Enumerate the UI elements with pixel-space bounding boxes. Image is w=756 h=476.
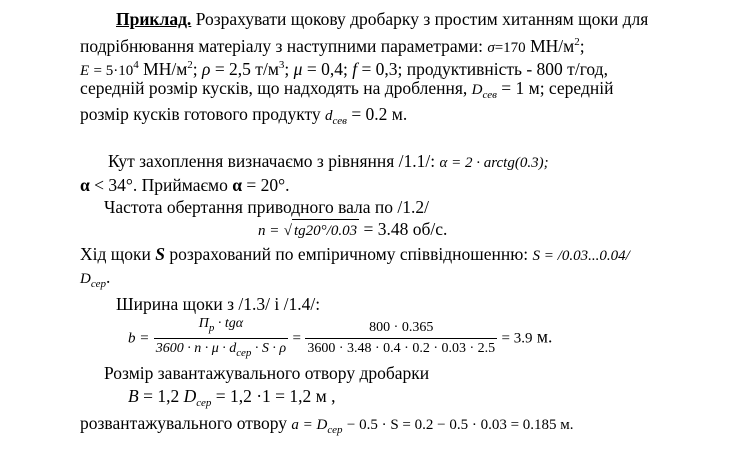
width-fraction-1 [154, 315, 288, 362]
width-fraction-1-numerator [154, 315, 288, 339]
E-unit: МН/м [143, 59, 188, 79]
loading-B-symbol: B [128, 386, 139, 406]
loading-D-subscript: сер [196, 397, 212, 409]
output-d-value: = 0.2 м. [351, 104, 408, 124]
stroke-D-symbol: D [80, 271, 91, 287]
loading-D-symbol: D [183, 386, 197, 406]
rho-value: = 2,5 т/м [214, 59, 279, 79]
example-intro-1: Розрахувати щокову дробарку з простим хитанням щоки для [195, 9, 649, 29]
denominator-1-rest: · S · ρ [254, 341, 287, 356]
E-semicolon: ; [192, 59, 198, 79]
width-fraction-2-numerator: 800 · 0.365 [305, 319, 497, 339]
mu-value: = 0,4; [306, 59, 348, 79]
speed-radicand: tg20°/0.03 [292, 219, 359, 242]
loading-B-eq: = 1,2 [143, 386, 180, 406]
unloading-a-subscript: сер [327, 424, 343, 436]
sigma-unit: МН/м [530, 36, 575, 56]
stroke-S-symbol: S [155, 244, 165, 264]
feed-D-symbol: D [471, 82, 483, 98]
mu-symbol: μ [293, 59, 303, 79]
stroke-text-1: Хід щоки [80, 244, 151, 264]
width-equals: = [292, 330, 301, 347]
example-line-4 [80, 77, 613, 106]
unloading-a-rest: − 0.5 · S = 0.2 − 0.5 · 0.03 = 0.185 м. [346, 417, 574, 433]
throughput-symbol: П [198, 316, 209, 331]
E-exponent: 4 [133, 59, 139, 71]
f-value: = 0,3; продуктивність - 800 т/год, [361, 59, 608, 79]
stroke-line-1 [80, 243, 630, 267]
speed-line-2 [258, 218, 447, 242]
output-text: розмір кусків готового продукту [80, 104, 321, 124]
stroke-formula: S = /0.03...0.04/ [532, 248, 630, 264]
sigma-unit-exp: 2 [574, 36, 580, 48]
speed-sqrt: √ tg20°/0.03 [284, 219, 359, 242]
width-fraction-2-denominator: 3600 · 3.48 · 0.4 · 0.2 · 0.03 · 2.5 [307, 341, 496, 356]
rho-semicolon: ; [284, 59, 290, 79]
E-symbol: E [80, 63, 90, 79]
output-d-symbol: d [325, 108, 333, 124]
sigma-symbol: σ [487, 40, 495, 56]
width-fraction-2 [305, 319, 497, 358]
loading-line-1 [104, 362, 429, 384]
speed-line-1 [104, 196, 429, 218]
example-intro-2: подрібнювання матеріалу з наступними параметрами: [80, 36, 483, 56]
sigma-value: =170 [494, 40, 526, 56]
output-d-subscript: сев [332, 115, 347, 127]
angle-line-1 [108, 150, 549, 174]
E-unit-exp: 2 [187, 59, 193, 71]
f-symbol: f [352, 59, 358, 79]
angle-line-2 [80, 174, 289, 196]
loading-line-2 [128, 385, 335, 414]
speed-n-lhs: n = [258, 223, 280, 239]
width-text: Ширина щоки з /1.3/ і /1.4/: [116, 294, 321, 314]
rho-unit-exp: 3 [278, 59, 285, 71]
alpha-symbol-2: α [232, 175, 242, 195]
denominator-1-main: 3600 · n · μ · d [155, 341, 237, 356]
width-line-1 [116, 293, 320, 315]
unloading-text: розвантажувального отвору [80, 413, 288, 433]
stroke-text-2: розрахований по емпіричному співвідношенню: [169, 244, 529, 264]
E-value: = 5·10 [93, 63, 134, 79]
unloading-a-lhs: a = D [291, 417, 328, 433]
speed-text: Частота обертання приводного вала по /1.2/ [104, 197, 430, 217]
sigma-semicolon: ; [579, 36, 585, 56]
example-line-1 [116, 8, 648, 30]
speed-result: = 3.48 об/с. [363, 219, 448, 239]
width-formula [128, 315, 552, 362]
example-heading: Приклад. [116, 9, 192, 29]
feed-D-value: = 1 м; середній [501, 78, 614, 98]
width-fraction-1-denominator [154, 339, 288, 362]
angle-text: Кут захоплення визначаємо з рівняння /1.1/: [108, 151, 436, 171]
angle-value: = 20°. [246, 175, 290, 195]
width-b-lhs: b = [128, 330, 150, 347]
tg-alpha: · tgα [217, 316, 244, 331]
width-unit: м. [536, 326, 553, 347]
width-result: = 3.9 [501, 330, 533, 347]
loading-text: Розмір завантажувального отвору дробарки [104, 363, 430, 383]
loading-B-rest: = 1,2 ·1 = 1,2 м , [215, 386, 336, 406]
unloading-line [80, 412, 574, 441]
feed-D-subscript: сев [482, 89, 497, 101]
rho-symbol: ρ [202, 59, 211, 79]
angle-formula: α = 2 · arctg(0.3); [439, 155, 549, 171]
stroke-dot: . [105, 267, 111, 287]
angle-bound-text: < 34°. Приймаємо [94, 175, 228, 195]
example-line-5 [80, 103, 407, 132]
alpha-symbol-1: α [80, 175, 90, 195]
denominator-1-subscript: сер [236, 347, 252, 359]
throughput-subscript: р [208, 322, 215, 334]
stroke-line-2 [80, 266, 110, 295]
feed-text: середній розмір кусків, що надходять на дроблення, [80, 78, 468, 98]
stroke-D-subscript: сер [90, 278, 106, 290]
